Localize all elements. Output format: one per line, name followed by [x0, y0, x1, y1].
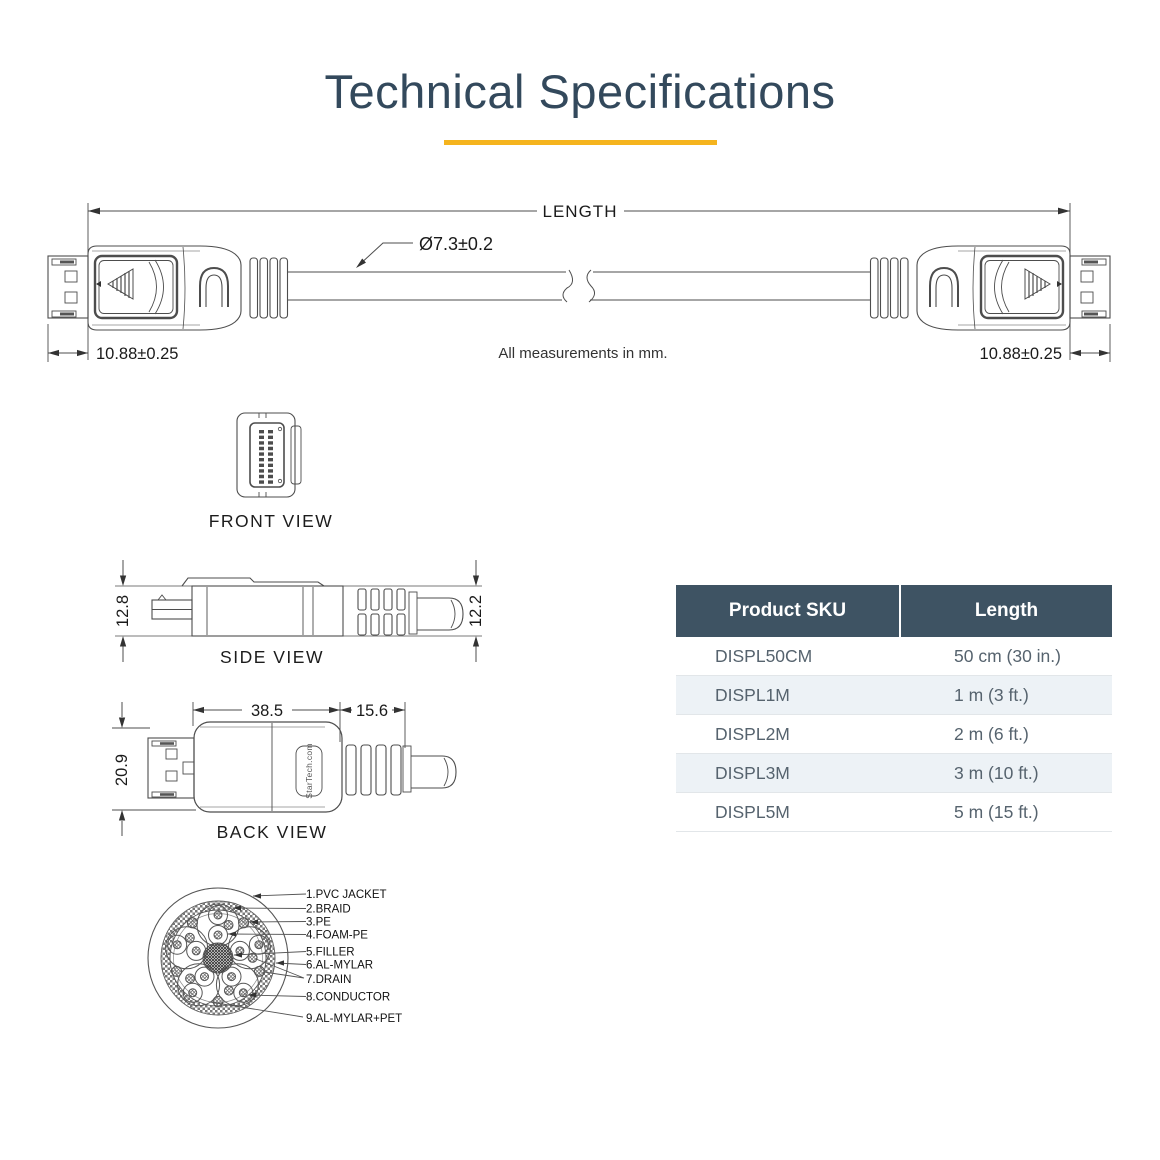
length-dimension [88, 202, 1070, 221]
displayport-connector-right [871, 246, 1111, 330]
brand-plate [296, 743, 322, 799]
table-row [676, 793, 1112, 832]
table-row [676, 676, 1112, 715]
body-length-label: 38.5 [250, 702, 284, 720]
sku-cell: DISPL2M [715, 723, 790, 744]
displayport-connector-left [48, 246, 288, 330]
cable-length-diagram [48, 202, 1110, 363]
length-cell: 3 m (10 ft.) [954, 762, 1039, 783]
sku-cell: DISPL50CM [715, 645, 813, 666]
table-row [676, 637, 1112, 676]
diameter-callout [356, 234, 493, 268]
side-ribs [358, 589, 405, 635]
column-header-sku: Product SKU [728, 600, 847, 621]
diameter-label: Ø7.3±0.2 [419, 234, 493, 254]
right-plug-width-label: 10.88±0.25 [979, 345, 1062, 363]
layer-label: 3.PE [306, 916, 331, 929]
boot-length-label: 15.6 [355, 702, 389, 720]
side-view-label: SIDE VIEW [220, 647, 324, 667]
side-height-right-label: 12.2 [467, 594, 485, 628]
table-row [676, 715, 1112, 754]
side-height-right-dimension [467, 560, 485, 662]
front-view [209, 413, 334, 531]
dp-d-logo [200, 268, 228, 307]
length-label: LENGTH [542, 202, 618, 221]
page-title: Technical Specifications [324, 65, 836, 118]
wire-pair [166, 927, 208, 969]
front-view-label: FRONT VIEW [208, 511, 334, 531]
length-cell: 1 m (3 ft.) [954, 684, 1029, 705]
side-view [114, 560, 485, 667]
cable-cross-section [148, 888, 402, 1028]
layer-label: 4.FOAM-PE [306, 929, 368, 942]
sku-cell: DISPL3M [715, 762, 790, 783]
right-plug-dimension [980, 345, 1110, 363]
side-height-left-dimension [114, 560, 132, 662]
layer-label: 5.FILLER [306, 946, 355, 959]
sku-cell: DISPL5M [715, 801, 790, 822]
cross-section-labels [306, 889, 402, 1025]
cable [288, 270, 870, 302]
layer-label: 1.PVC JACKET [306, 889, 387, 901]
sku-table [676, 585, 1112, 832]
column-header-length: Length [899, 585, 1112, 637]
length-cell: 2 m (6 ft.) [954, 723, 1029, 744]
table-row [676, 754, 1112, 793]
layer-label: 8.CONDUCTOR [306, 991, 391, 1004]
dp-triangle-logo [96, 269, 133, 299]
back-view-label: BACK VIEW [216, 822, 328, 842]
sku-table-header [676, 585, 1112, 637]
layer-label: 7.DRAIN [306, 974, 352, 986]
boot-length-dimension [340, 702, 405, 720]
left-plug-width-label: 10.88±0.25 [96, 345, 179, 363]
back-ribs [346, 745, 401, 795]
layer-label: 9.AL-MYLAR+PET [306, 1013, 403, 1025]
body-length-dimension [193, 702, 340, 720]
back-view [112, 702, 456, 842]
back-height-label: 20.9 [113, 753, 131, 787]
left-plug-dimension [48, 345, 178, 363]
brand-label: StarTech.com [304, 743, 314, 799]
layer-label: 6.AL-MYLAR [306, 959, 374, 972]
strain-relief-ribs [250, 258, 288, 318]
side-height-left-label: 12.8 [114, 594, 132, 628]
layer-label: 2.BRAID [306, 903, 351, 916]
measurement-note: All measurements in mm. [498, 345, 668, 362]
length-cell: 5 m (15 ft.) [954, 801, 1039, 822]
sku-cell: DISPL1M [715, 684, 790, 705]
length-cell: 50 cm (30 in.) [954, 645, 1061, 666]
